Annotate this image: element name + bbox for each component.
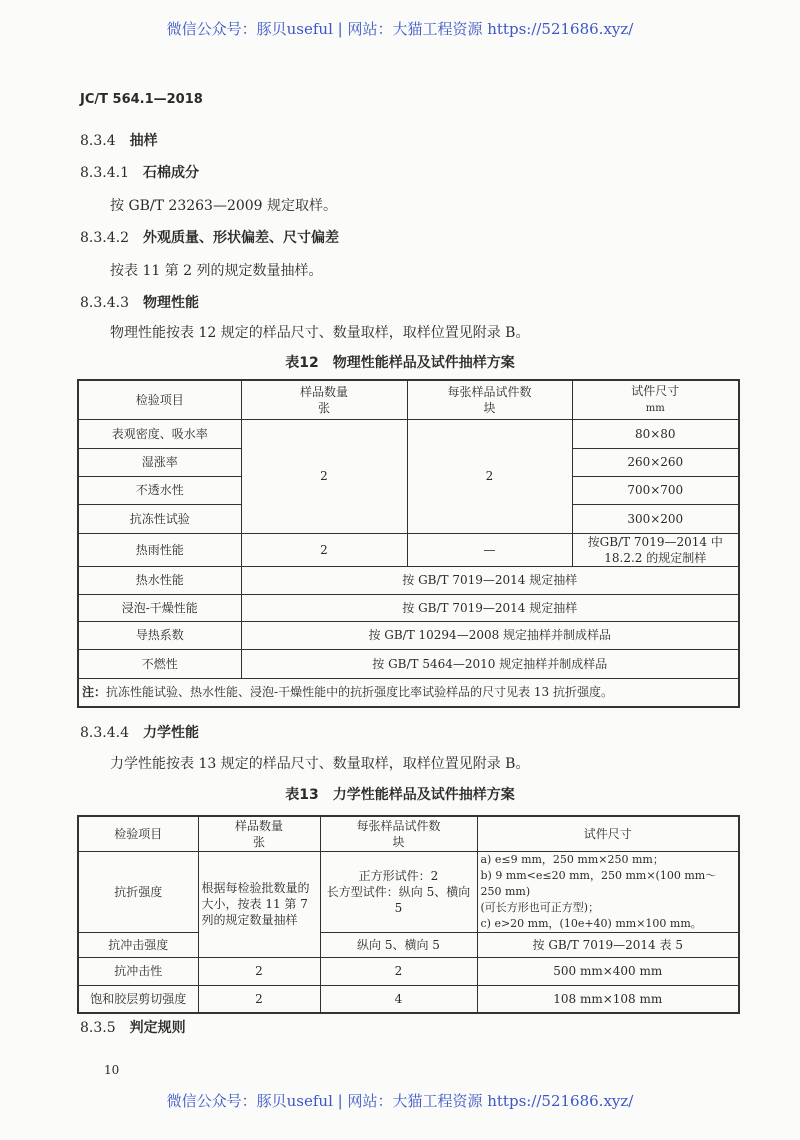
cell: 不透水性 xyxy=(78,476,241,504)
header-cell: 样品数量 张 xyxy=(198,816,320,851)
header-cell: 检验项目 xyxy=(78,816,198,851)
cell: 正方形试件：2 长方型试件：纵向 5、横向 5 xyxy=(320,851,477,932)
cell: 根据每检验批数量的大小，按表 11 第 7 列的规定数量抽样 xyxy=(198,851,320,957)
page-number: 10 xyxy=(104,1063,120,1077)
section-text: 按 GB/T 23263—2009 规定取样。 xyxy=(110,198,338,214)
header-cell: 试件尺寸 mm xyxy=(572,380,739,419)
cell: 抗折强度 xyxy=(78,851,198,932)
cell: 按 GB/T 7019—2014 表 5 xyxy=(477,932,739,957)
header-cell: 检验项目 xyxy=(78,380,241,419)
cell: 热雨性能 xyxy=(78,533,241,566)
cell: 2 xyxy=(198,957,320,985)
cell: 2 xyxy=(198,985,320,1013)
cell: 按 GB/T 7019—2014 规定抽样 xyxy=(241,566,739,594)
header-cell: 试件尺寸 xyxy=(477,816,739,851)
cell: 2 xyxy=(320,957,477,985)
section-8-3-4-2: 8.3.4.2 外观质量、形状偏差、尺寸偏差 xyxy=(80,230,339,246)
cell: 不燃性 xyxy=(78,649,241,678)
section-text: 物理性能按表 12 规定的样品尺寸、数量取样，取样位置见附录 B。 xyxy=(110,325,530,341)
cell: 2 xyxy=(241,419,407,533)
cell: 热水性能 xyxy=(78,566,241,594)
header-cell: 每张样品试件数 块 xyxy=(407,380,572,419)
header-cell: 样品数量 张 xyxy=(241,380,407,419)
cell: 2 xyxy=(241,533,407,566)
cell: — xyxy=(407,533,572,566)
cell: 700×700 xyxy=(572,476,739,504)
cell: 260×260 xyxy=(572,448,739,476)
doc-code: JC/T 564.1—2018 xyxy=(80,92,203,107)
table12-caption: 表12 物理性能样品及试件抽样方案 xyxy=(285,355,515,371)
cell: 按 GB/T 7019—2014 规定抽样 xyxy=(241,594,739,621)
cell: 108 mm×108 mm xyxy=(477,985,739,1013)
cell: 抗冻性试验 xyxy=(78,504,241,533)
section-text: 力学性能按表 13 规定的样品尺寸、数量取样，取样位置见附录 B。 xyxy=(110,756,530,772)
cell: 纵向 5、横向 5 xyxy=(320,932,477,957)
table13-caption: 表13 力学性能样品及试件抽样方案 xyxy=(285,787,515,803)
cell: 抗冲击性 xyxy=(78,957,198,985)
cell: a) e≤9 mm，250 mm×250 mm； b) 9 mm<e≤20 mm，250 mm×(100 mm～250 mm) (可长方形也可正方型)； c) e>20 mm，(10e+40) mm×100 mm。 xyxy=(477,851,739,932)
section-8-3-4: 8.3.4 抽样 xyxy=(80,133,158,149)
cell: 按 GB/T 5464—2010 规定抽样并制成样品 xyxy=(241,649,739,678)
cell: 500 mm×400 mm xyxy=(477,957,739,985)
section-8-3-4-3: 8.3.4.3 物理性能 xyxy=(80,295,199,311)
header-cell: 每张样品试件数 块 xyxy=(320,816,477,851)
cell: 按 GB/T 10294—2008 规定抽样并制成样品 xyxy=(241,621,739,649)
cell: 浸泡-干燥性能 xyxy=(78,594,241,621)
cell: 2 xyxy=(407,419,572,533)
watermark-top: 微信公众号：豚贝useful | 网站：大猫工程资源 https://521686.xyz/ xyxy=(166,20,634,38)
cell: 饱和胶层剪切强度 xyxy=(78,985,198,1013)
cell: 导热系数 xyxy=(78,621,241,649)
cell: 表观密度、吸水率 xyxy=(78,419,241,448)
section-8-3-4-1: 8.3.4.1 石棉成分 xyxy=(80,165,199,181)
section-8-3-5: 8.3.5 判定规则 xyxy=(80,1020,186,1036)
cell: 300×200 xyxy=(572,504,739,533)
watermark-bottom: 微信公众号：豚贝useful | 网站：大猫工程资源 https://521686.xyz/ xyxy=(166,1092,634,1110)
cell: 抗冲击强度 xyxy=(78,932,198,957)
cell: 80×80 xyxy=(572,419,739,448)
table12 xyxy=(77,379,740,708)
section-text: 按表 11 第 2 列的规定数量抽样。 xyxy=(110,263,323,279)
table13 xyxy=(77,815,740,1014)
cell: 按GB/T 7019—2014 中 18.2.2 的规定制样 xyxy=(572,533,739,566)
cell: 4 xyxy=(320,985,477,1013)
table-note: 注：抗冻性能试验、热水性能、浸泡-干燥性能中的抗折强度比率试验样品的尺寸见表 13 抗折强度。 xyxy=(78,678,739,707)
cell: 湿涨率 xyxy=(78,448,241,476)
section-8-3-4-4: 8.3.4.4 力学性能 xyxy=(80,725,199,741)
